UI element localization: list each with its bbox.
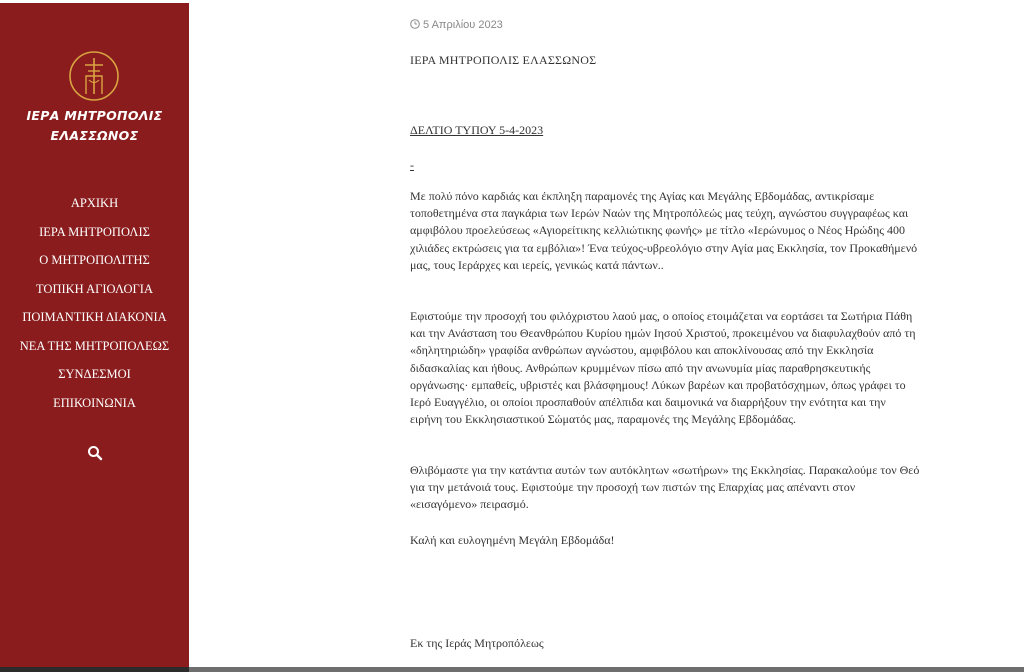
article-paragraph-2: Εφιστούμε την προσοχή του φιλόχριστου λαού μας, ο οποίος ετοιμάζεται να εορτάσει τα Σωτήρια Πάθη και την Ανάσταση του Θεανθρώπου Κυρίου ημών Ιησού Χριστού, προκειμένου να διαφυλαχθούν από τη «δηλητηριώδη» γραφίδα ανθρώπων αγνώστου, αμφιβόλου και αποκλίνουσας από την Εκκλησία διδασκαλίας και ήθους. Ανθρώπων κρυμμένων πίσω από την ανωνυμία μίας παραθρησκευτικής οργάνωσης· εμπαθείς, υβριστές και βλάσφημους! Λύκων βαρέων και προβατόσχημων, όπως γράφει το Ιερό Ευαγγέλιο, οι οποίοι προσπαθούν απέλπιδα και δαιμονικά να διαρρήξουν την ενότητα και την ειρήνη του Εκκλησιαστικού Σώματός μας, παραμονές της Μεγάλης Εβδομάδας.	[410, 309, 916, 427]
bottom-scrollbar[interactable]	[0, 667, 1024, 672]
article-paragraph-1: Με πολύ πόνο καρδιάς και έκπληξη παραμονές της Αγίας και Μεγάλης Εβδομάδας, αντικρίσαμε τοποθετημένα στα παγκάρια των Ιερών Ναών της Μητροπόλεώς μας τεύχη, αγνώστου συγγραφέως και αμφιβόλου προελεύσεως «Αγιορείτικης κελλιώτικης φωνής» με τίτλο «Ιερώνυμος ο Νέος Ηρώδης 400 χιλιάδες εκτρώσεις για τα εμβόλια»! Ένα τεύχος-υβρεολόγιο στην Αγία μας Εκκλησία, τον Προκαθήμενό μας, τους Ιεράρχες και ιερείς, γενικώς κατά πάντων..	[410, 189, 918, 272]
post-date	[410, 19, 503, 31]
metropolis-emblem-icon[interactable]	[68, 50, 120, 102]
clock-icon	[410, 19, 420, 29]
nav-item-home[interactable]: ΑΡΧΙΚΗ	[70, 196, 119, 210]
post-date-text: 5 Απριλίου 2023	[423, 19, 503, 31]
site-brand[interactable]	[0, 106, 189, 146]
sidebar	[0, 3, 189, 672]
nav-item-links[interactable]: ΣΥΝΔΕΣΜΟΙ	[58, 367, 131, 381]
nav-item-metropolitan[interactable]: Ο ΜΗΤΡΟΠΟΛΙΤΗΣ	[39, 253, 150, 267]
nav-item-local-hagiology[interactable]: ΤΟΠΙΚΗ ΑΓΙΟΛΟΓΙΑ	[36, 281, 153, 296]
nav-item-news[interactable]: ΝΕΑ ΤΗΣ ΜΗΤΡΟΠΟΛΕΩΣ	[19, 338, 170, 353]
press-release-title: ΔΕΛΤΙΟ ΤΥΠΟΥ 5-4-2023	[410, 123, 544, 137]
nav-item-metropolis[interactable]: ΙΕΡΑ ΜΗΤΡΟΠΟΛΙΣ	[39, 224, 150, 239]
nav-item-contact[interactable]: ΕΠΙΚΟΙΝΩΝΙΑ	[53, 395, 136, 410]
article-heading: ΙΕΡΑ ΜΗΤΡΟΠΟΛΙΣ ΕΛΑΣΣΩΝΟΣ	[410, 53, 597, 67]
nav-item-pastoral-ministry[interactable]: ΠΟΙΜΑΝΤΙΚΗ ΔΙΑΚΟΝΙΑ	[22, 310, 167, 324]
article-signoff: Εκ της Ιεράς Μητροπόλεως	[410, 636, 544, 650]
separator-mark: -	[410, 158, 414, 172]
article-paragraph-3: Θλιβόμαστε για την κατάντια αυτών των αυτόκλητων «σωτήρων» της Εκκλησίας. Παρακαλούμε τον Θεό για την μετάνοιά τους. Εφιστούμε την προσοχή των πιστών της Επαρχίας μας απέναντι στον «εισαγόμενο» πειρασμό.	[410, 463, 920, 512]
search-icon[interactable]	[87, 445, 103, 461]
article-paragraph-4: Καλή και ευλογημένη Μεγάλη Εβδομάδα!	[410, 533, 615, 547]
scrollbar-thumb[interactable]	[189, 667, 1024, 672]
brand-line-1: ΙΕΡΑ ΜΗΤΡΟΠΟΛΙΣ	[26, 108, 163, 123]
main-nav	[0, 192, 189, 420]
brand-line-2: ΕΛΑΣΣΩΝΟΣ	[50, 128, 139, 143]
